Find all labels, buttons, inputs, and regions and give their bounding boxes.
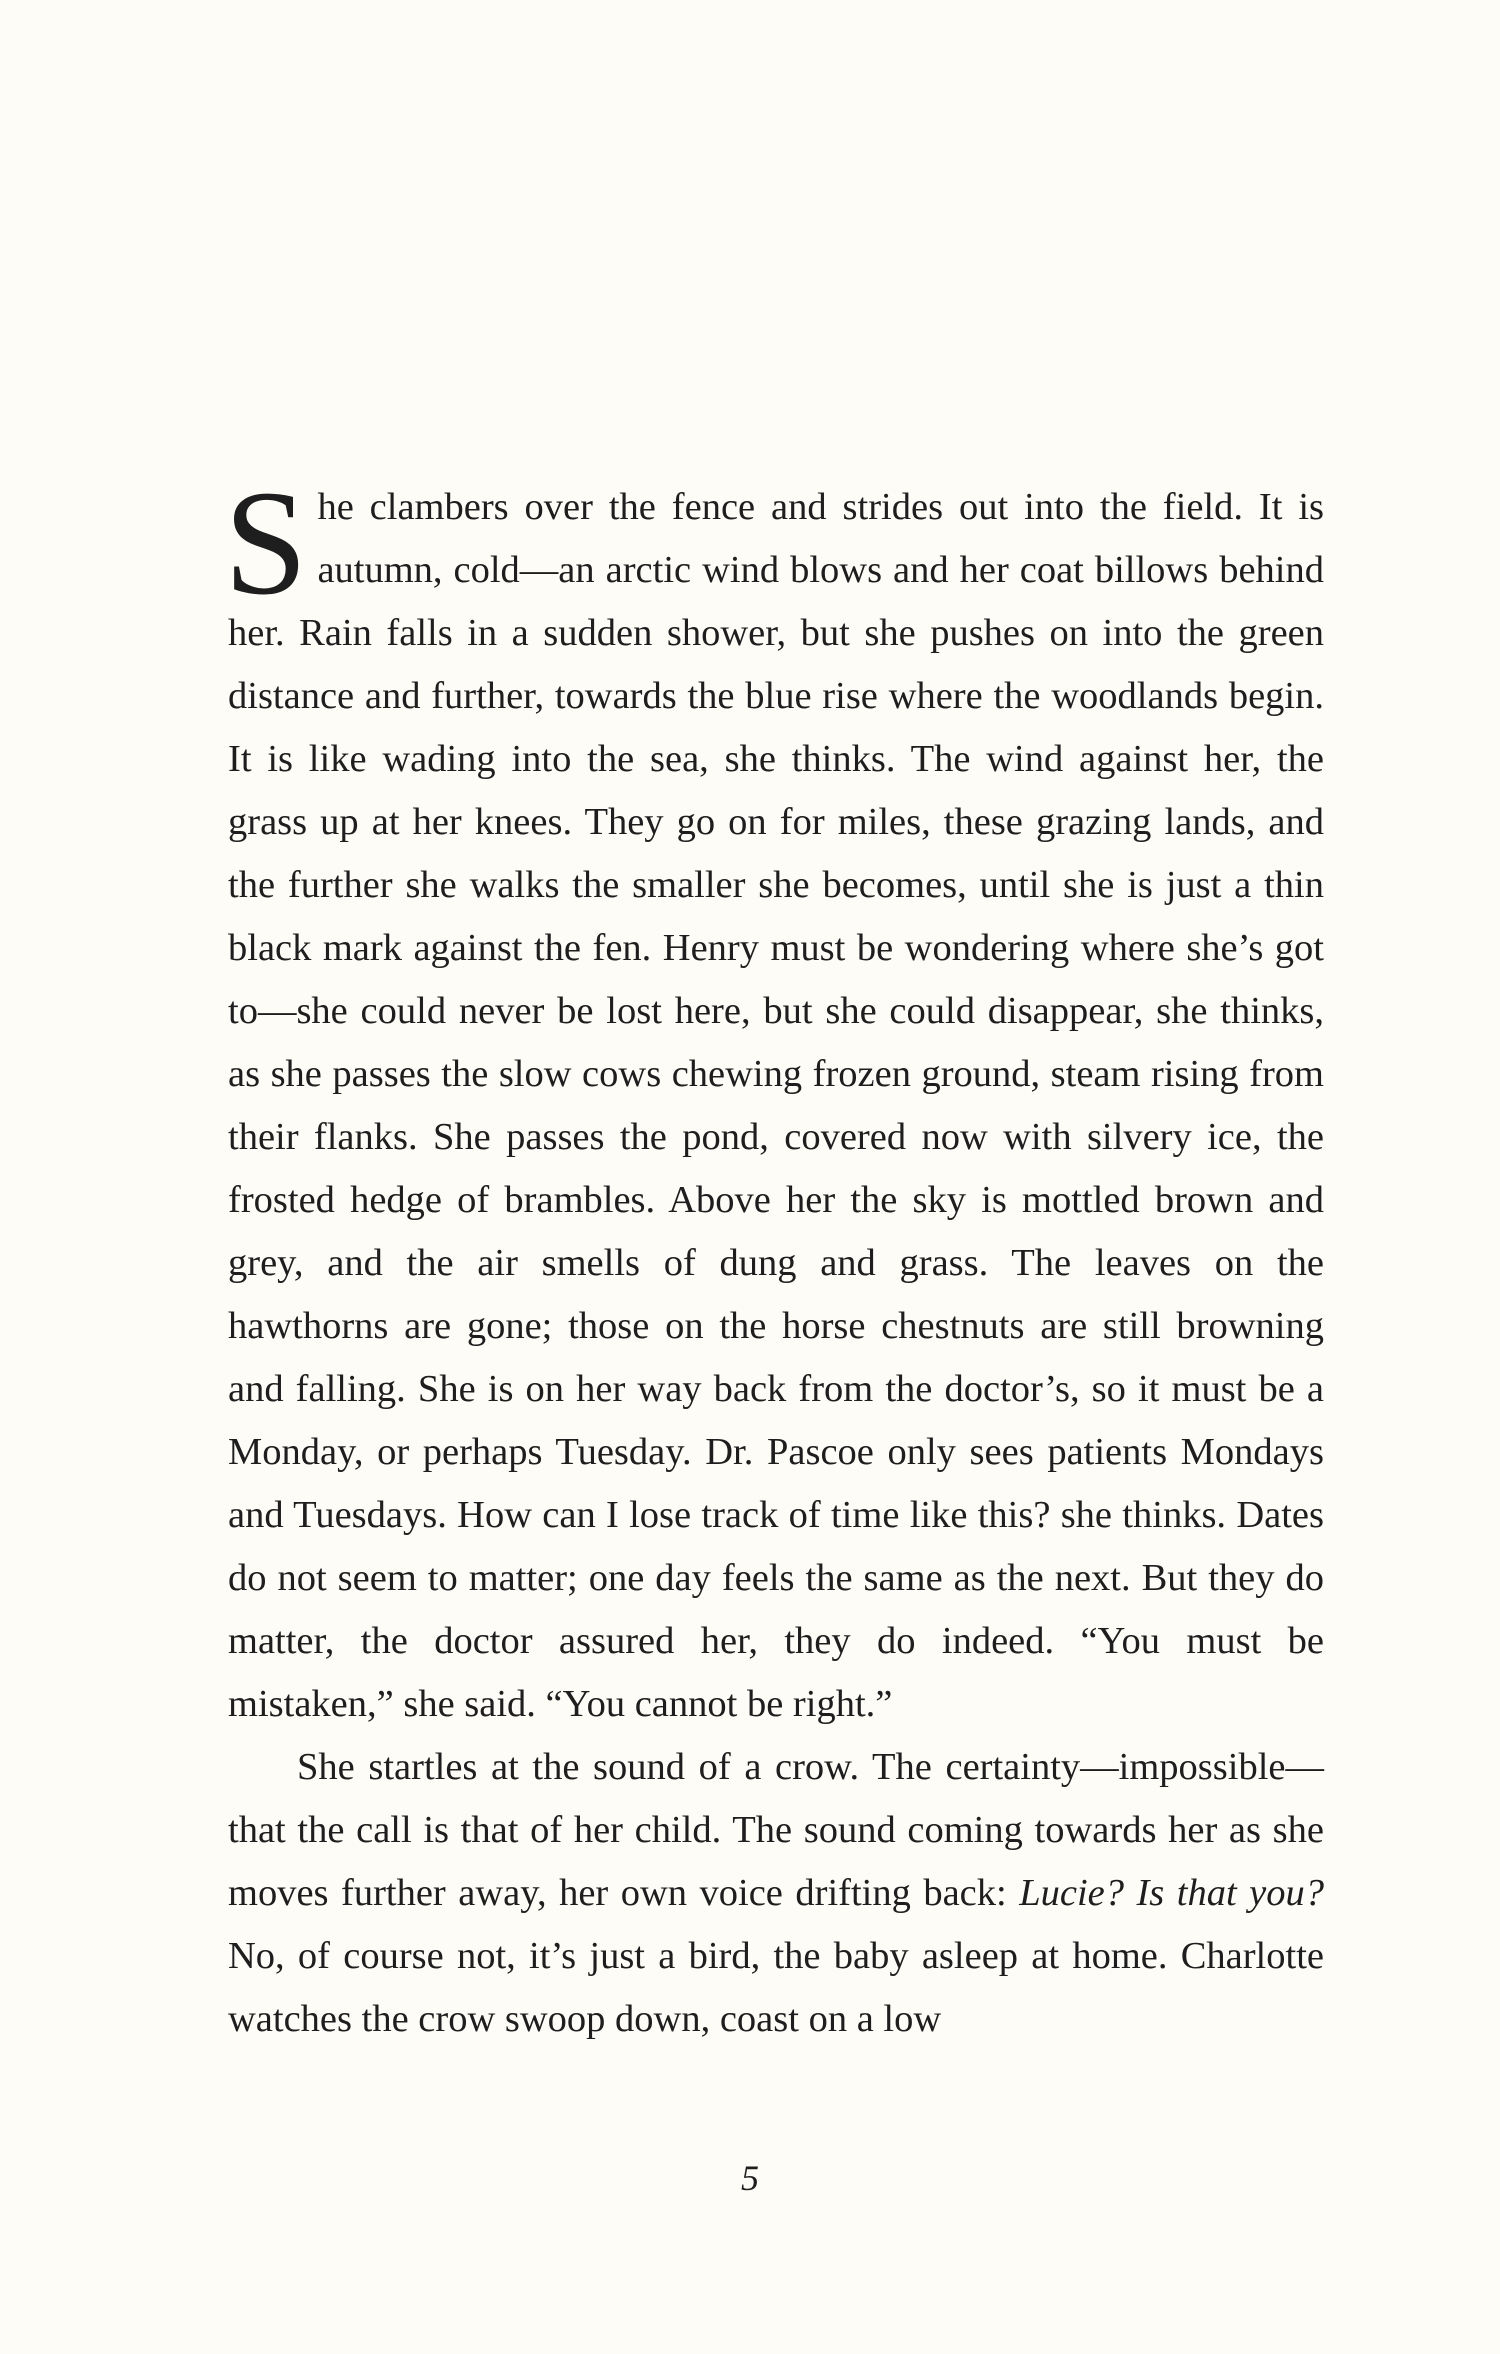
paragraph-1-text: he clambers over the fence and strides out into the field. It is autumn, cold—an arctic wind blows and her coat billows behind her. Rain falls in a sudden shower, but she pushes on into the green distance and further, towards the blue rise where the woodlands begin. It is like wading into the sea, she thinks. The wind against her, the grass up at her knees. They go on for miles, these grazing lands, and the further she walks the smaller she becomes, until she is just a thin black mark against the fen. Henry must be wondering where she’s got to—she could never be lost here, but she could disappear, she thinks, as she passes the slow cows chewing frozen ground, steam rising from their flanks. She passes the pond, covered now with silvery ice, the frosted hedge of brambles. Above her the sky is mottled brown and grey, and the air smells of dung and grass. The leaves on the hawthorns are gone; those on the horse chestnuts are still browning and falling. She is on her way back from the doctor’s, so it must be a Monday, or perhaps Tuesday. Dr. Pascoe only sees patients Mondays and Tuesdays. How can I lose track of time like this? she thinks. Dates do not seem to matter; one day feels the same as the next. But they do matter, the doctor assured her, they do indeed. “You must be mistaken,” she said. “You cannot be right.” bbox=[228, 486, 1324, 1725]
drop-cap: S bbox=[224, 460, 308, 626]
page-number: 5 bbox=[741, 2158, 759, 2198]
paragraph-2 bbox=[228, 1736, 1324, 2051]
body-text bbox=[224, 460, 1324, 2051]
paragraph-2-italic: Lucie? Is that you? bbox=[1019, 1872, 1324, 1914]
paragraph-1 bbox=[224, 460, 1324, 1736]
paragraph-2-text-end: No, of course not, it’s just a bird, the baby asleep at home. Charlotte watches the crow swoop down, coast on a low bbox=[228, 1935, 1324, 2040]
paragraph-2-text-start: She startles at the sound of a crow. The certainty—impossible—that the call is that of her child. The sound coming towards her as she moves further away, her own voice drifting back: bbox=[228, 1746, 1324, 1914]
